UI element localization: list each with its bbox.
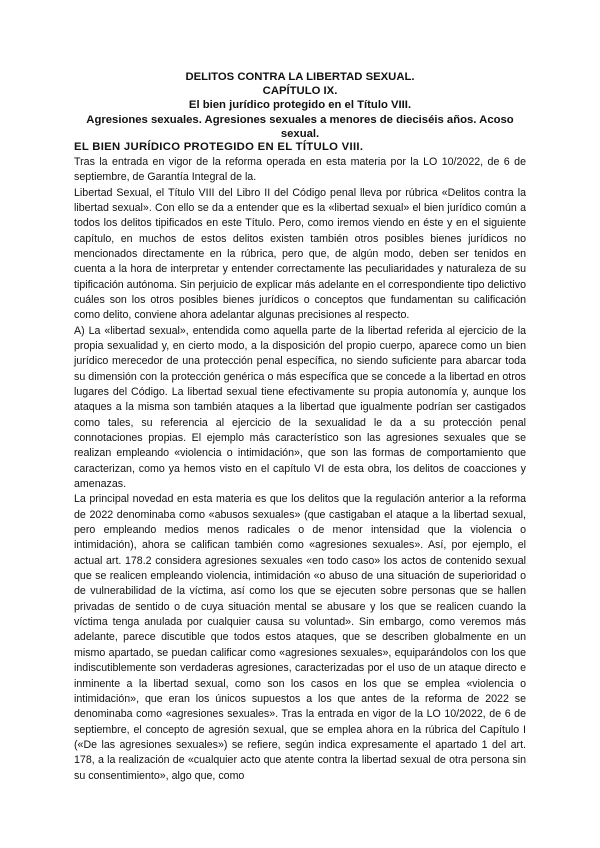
chapter-subtitle: El bien jurídico protegido en el Título VIII. [188,99,412,112]
paragraph: La principal novedad en esta materia es que los delitos que la regulación anterior a la reforma de 2022 denominaba como «abusos sexuales» (que castigaban el ataque a la libertad sexual, pero empleando medios menos radicales o de menor intensidad que la violencia o intimidación), ahora se califican también como «agresiones sexuales». Así, por ejemplo, el actual art. 178.2 considera agresiones sexuales «en todo caso» los actos de contenido sexual que se realicen empleando violencia, intimidación «o abuso de una situación de superioridad o de vulnerabilidad de la víctima, así como los que se ejecuten sobre personas que se hallen privadas de sentido o de cuya situación mental se abusare y los que se realicen cuando la víctima tenga anulada por cualquier causa su voluntad». Sin embargo, como veremos más adelante, parece discutible que todos estos ataques, que se describen globalmente en un mismo apartado, se puedan calificar como «agresiones sexuales», equiparándolos con los que indiscutiblemente son verdaderas agresiones, caracterizadas por el uso de un ataque directo e inminente a la libertad sexual, como son los casos en los que se emplea «violencia o intimidación», que eran los únicos supuestos a los que antes de la reforma de 2022 se denominaba como «agresiones sexuales». Tras la entrada en vigor de la LO 10/2022, de 6 de septiembre, el concepto de agresión sexual, que se emplea ahora en la rúbrica del Capítulo I («De las agresiones sexuales») se refiere, según indica expresamente el apartado 1 del art. 178, a la realización de «cualquier acto que atente contra la libertad sexual de otra persona sin su consentimiento», algo que, como [74,493,526,782]
chapter-header [74,70,526,141]
title-line: DELITOS CONTRA LA LIBERTAD SEXUAL. [185,71,415,83]
paragraph: Libertad Sexual, el Título VIII del Libro II del Código penal lleva por rúbrica «Delitos contra la libertad sexual». Con ello se da a entender que es la «libertad sexual» el bien jurídico común a todos los delitos tipificados en este Título. Pero, como iremos viendo en éste y en el siguiente capítulo, en muchos de estos delitos existen también otros posibles bienes jurídicos no mencionados directamente en la rúbrica, pero que, de algún modo, deben ser tenidos en cuenta a la hora de interpretar y entender correctamente las peculiaridades y naturaleza de su tipificación autónoma. Sin perjuicio de explicar más adelante en el correspondiente tipo delictivo cuáles son los otros posibles bienes jurídicos o conceptos que fundamentan su calificación como delito, conviene ahora adelantar algunas precisiones al respecto. [74,186,526,322]
body-text [74,155,526,784]
paragraph: A) La «libertad sexual», entendida como aquella parte de la libertad referida al ejercicio de la propia sexualidad y, en cierto modo, a la disposición del propio cuerpo, aparece como un bien jurídico merecedor de una protección penal específica, no siendo suficiente para abarcar toda su dimensión con la protección genérica o más específica que se concede a la libertad en otros lugares del Código. La libertad sexual tiene efectivamente su propia autonomía y, aunque los ataques a la misma son también ataques a la libertad que igualmente podrían ser castigados como tales, su referencia al ejercicio de la sexualidad le da a su protección penal connotaciones propias. El ejemplo más característico son las agresiones sexuales que se realizan empleando «violencia o intimidación», que son las formas de comportamiento que caracterizan, como ya hemos visto en el capítulo VI de esta obra, los delitos de coacciones y amenazas. [74,324,526,491]
section-heading: EL BIEN JURÍDICO PROTEGIDO EN EL TÍTULO VIII. [74,141,364,154]
chapter-topics: Agresiones sexuales. Agresiones sexuales a menores de dieciséis años. Acoso sexual. [86,113,514,140]
paragraph: Tras la entrada en vigor de la reforma operada en esta materia por la LO 10/2022, de 6 de septiembre, de Garantía Integral de la. [74,155,526,184]
chapter-number: CAPÍTULO IX. [262,85,338,98]
